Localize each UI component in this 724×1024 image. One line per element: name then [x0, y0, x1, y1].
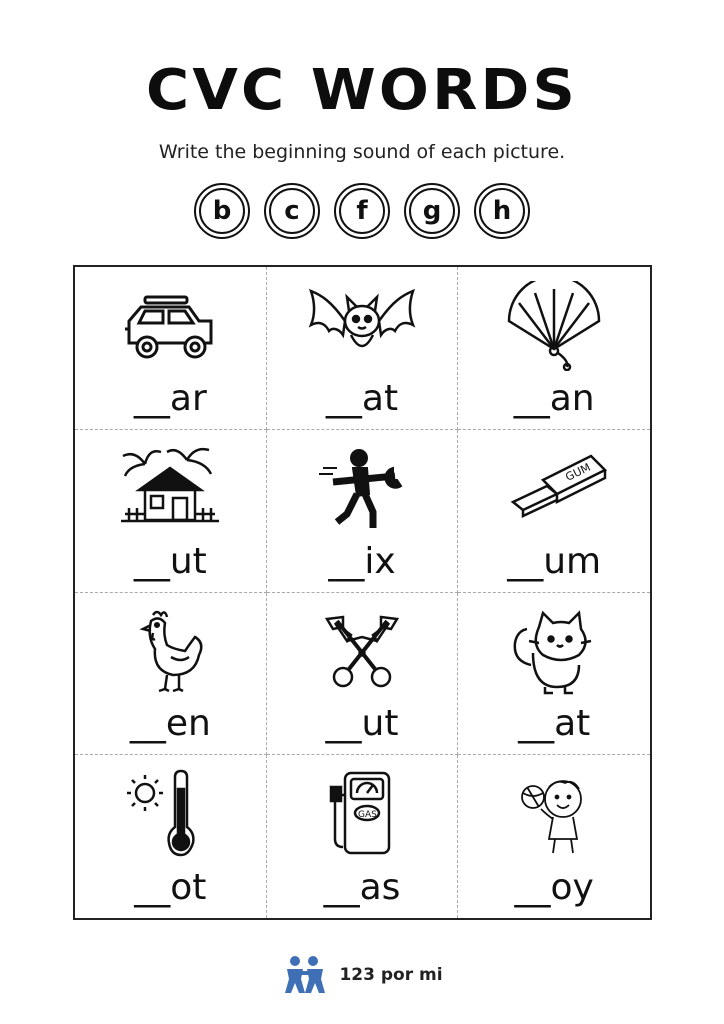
word-blank: __ix: [328, 540, 396, 582]
letter-b: b: [199, 188, 245, 234]
word-blank: __at: [325, 377, 399, 419]
letter-bubble-b: [194, 183, 250, 239]
page-title: CVC WORDS: [146, 58, 578, 123]
letter-bubble-h: [474, 183, 530, 239]
instructions: Write the beginning sound of each picture.: [158, 141, 566, 163]
letter-f: f: [339, 188, 385, 234]
word-blank: __ot: [134, 867, 207, 908]
letter-g: g: [409, 188, 455, 234]
letter-choices: [0, 183, 724, 239]
fan-icon: [499, 281, 609, 371]
card-fix: [267, 430, 459, 593]
children-logo-icon: [281, 955, 329, 995]
letter-bubble-g: [404, 183, 460, 239]
letter-c: c: [269, 188, 315, 234]
footer: [0, 955, 724, 995]
gas-label: GAS: [357, 810, 377, 821]
card-boy: [458, 755, 650, 918]
word-blank: __oy: [514, 867, 594, 908]
bat-icon: [307, 281, 417, 371]
letter-bubble-c: [264, 183, 320, 239]
boy-icon: [499, 769, 609, 859]
card-fan: [458, 267, 650, 430]
fixing-person-icon: [307, 444, 417, 534]
card-car: [75, 267, 267, 430]
letter-h: h: [479, 188, 525, 234]
cut-scissors-icon: [307, 607, 417, 697]
card-gas: [267, 755, 459, 918]
card-hot: [75, 755, 267, 918]
word-blank: __en: [129, 703, 211, 745]
cat-icon: [499, 607, 609, 697]
brand-name: 123 por mi: [339, 965, 443, 985]
card-bat: [267, 267, 459, 430]
card-hut: [75, 430, 267, 593]
word-blank: __an: [513, 377, 595, 419]
worksheet-grid: [73, 265, 652, 920]
word-blank: __as: [323, 867, 401, 908]
card-hen: [75, 593, 267, 756]
gas-pump-icon: [307, 769, 417, 859]
word-blank: __at: [518, 703, 591, 745]
word-blank: __ar: [133, 377, 207, 419]
hot-thermometer-icon: [115, 769, 225, 859]
card-gum: [458, 430, 650, 593]
word-blank: __ut: [325, 703, 399, 745]
letter-bubble-f: [334, 183, 390, 239]
hen-icon: [115, 607, 225, 697]
word-blank: __um: [507, 540, 602, 582]
card-cut: [267, 593, 459, 756]
hut-icon: [115, 444, 225, 534]
card-cat: [458, 593, 650, 756]
gum-icon: [499, 444, 609, 534]
car-icon: [115, 281, 225, 371]
word-blank: __ut: [133, 540, 207, 582]
gum-label: GUM: [563, 460, 593, 484]
